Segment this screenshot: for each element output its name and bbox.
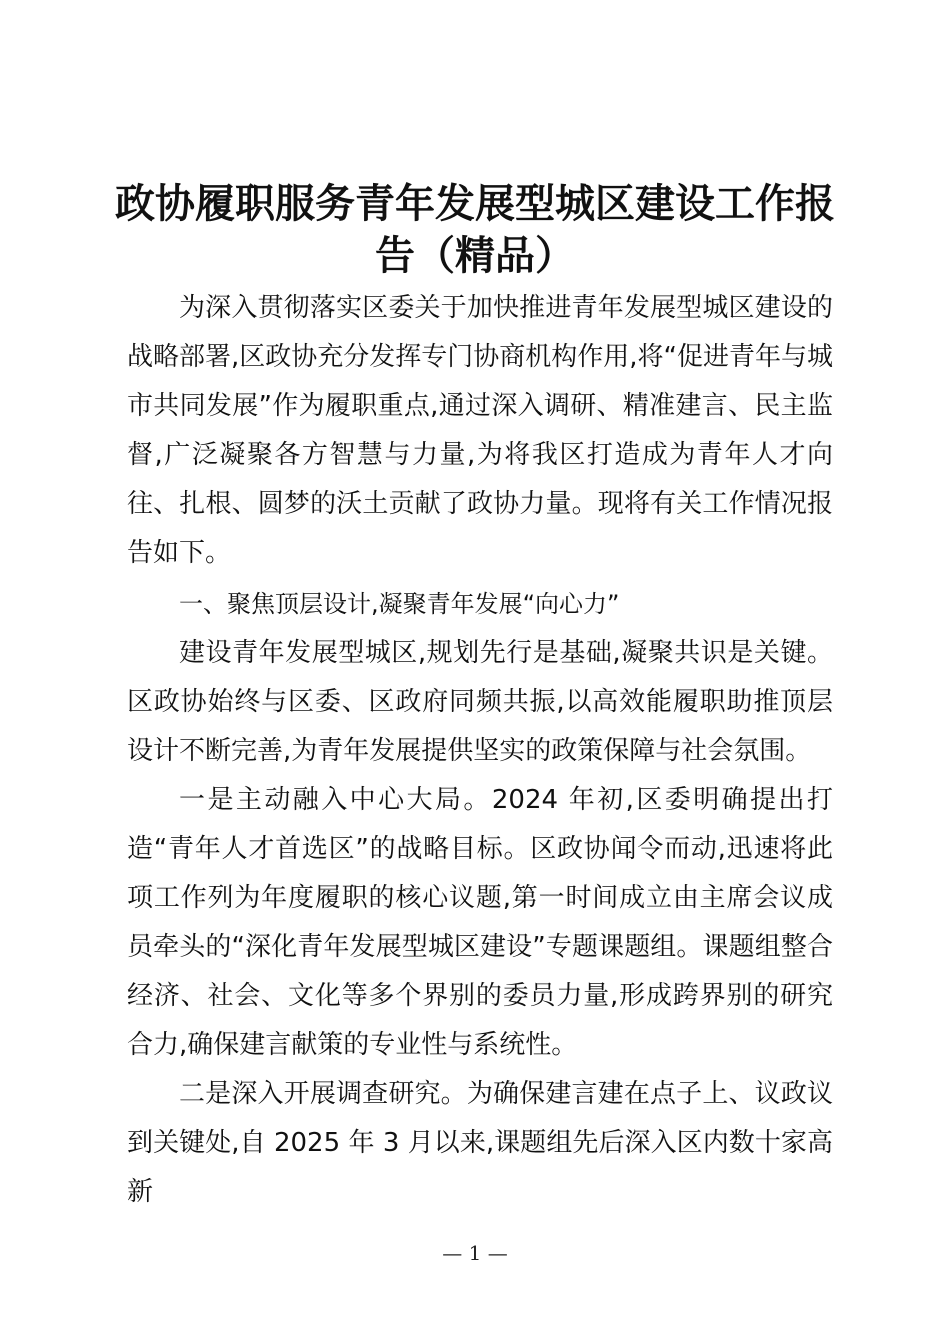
intro-paragraph: 为深入贯彻落实区委关于加快推进青年发展型城区建设的战略部署,区政协充分发挥专门协商机构作用,将“促进青年与城市共同发展”作为履职重点,通过深入调研、精准建言、民主监督,广泛凝聚各方智慧与力量,为将我区打造成为青年人才向往、扎根、圆梦的沃土贡献了政协力量。现将有关工作情况报告如下。 [127,293,833,568]
document-title: 政协履职服务青年发展型城区建设工作报告（精品） [115,180,835,279]
page-number: — 1 — [442,1241,508,1265]
document-body [127,284,833,1217]
point-one-paragraph: 一是主动融入中心大局。2024 年初,区委明确提出打造“青年人才首选区”的战略目标。区政协闻令而动,迅速将此项工作列为年度履职的核心议题,第一时间成立由主席会议成员牵头的“深化青年发展型城区建设”专题课题组。课题组整合经济、社会、文化等多个界别的委员力量,形成跨界别的研究合力,确保建言献策的专业性与系统性。 [127,785,833,1060]
section-paragraph: 建设青年发展型城区,规划先行是基础,凝聚共识是关键。区政协始终与区委、区政府同频共振,以高效能履职助推顶层设计不断完善,为青年发展提供坚实的政策保障与社会氛围。 [127,638,833,766]
point-two-paragraph: 二是深入开展调查研究。为确保建言建在点子上、议政议到关键处,自 2025 年 3 月以来,课题组先后深入区内数十家高新 [127,1079,833,1207]
section-heading: 一、聚焦顶层设计,凝聚青年发展“向心力” [179,590,620,618]
